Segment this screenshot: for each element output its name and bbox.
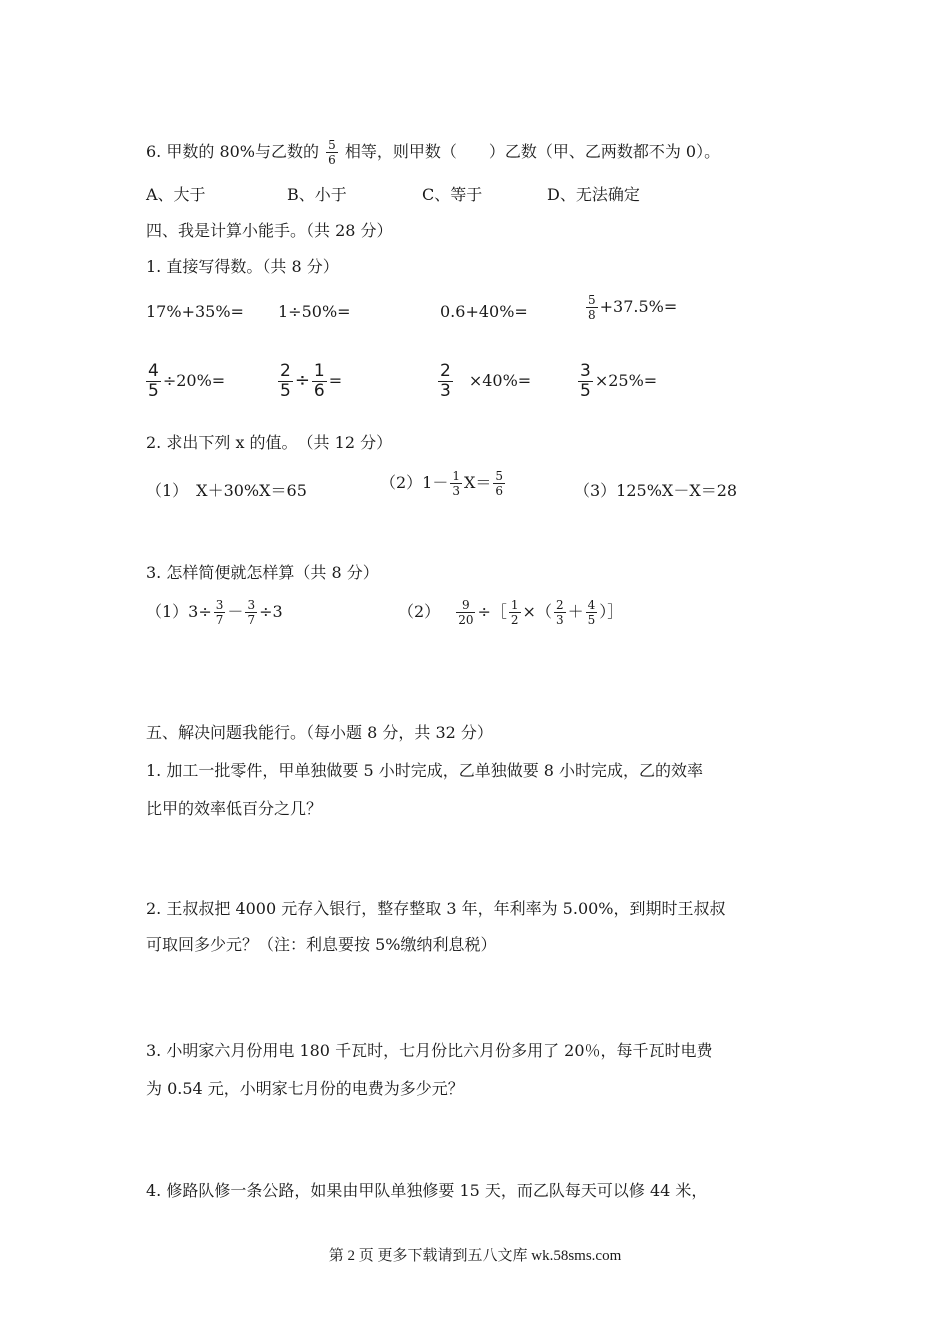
fraction: $\frac{1}{2}$ [510, 598, 519, 627]
q6-option-b: B、小于 [287, 185, 347, 204]
calc-1a: 17%+35%= [146, 302, 244, 321]
q6-text-suffix: 相等，则甲数（ ）乙数（甲、乙两数都不为 0）。 [344, 142, 721, 161]
calc-1d: $\frac{5}{8}$ +37.5%= [588, 293, 678, 322]
part-2-title: 2. 求出下列 x 的值。 （共 12 分） [146, 433, 393, 452]
q6-text-prefix: 6. 甲数的 80%与乙数的 [146, 142, 320, 161]
fraction: $\frac{2}{3}$ [440, 361, 451, 401]
q6-option-c: C、等于 [422, 185, 483, 204]
page-footer: 第 2 页 更多下载请到五八文库 wk.58sms.com [328, 1248, 622, 1264]
calc-2b: $\frac{2}{5}$ ÷ $\frac{1}{6}$ = [280, 361, 343, 401]
section-5-title: 五、解决问题我能行。（每小题 8 分，共 32 分） [146, 723, 493, 742]
problem-3-line-1: 3. 小明家六月份用电 180 千瓦时，七月份比六月份多用了 20％，每千瓦时电费 [146, 1041, 713, 1060]
fraction: $\frac{3}{7}$ [247, 598, 256, 627]
fraction: $\frac{2}{3}$ [555, 598, 564, 627]
problem-3-line-2: 为 0.54 元，小明家七月份的电费为多少元？ [146, 1079, 464, 1098]
fraction: $\frac{9}{20}$ [458, 598, 474, 627]
problem-1-line-2: 比甲的效率低百分之几？ [146, 799, 323, 818]
equation-2: （2）1－ $\frac{1}{3}$ X＝ $\frac{5}{6}$ [380, 469, 504, 498]
part-1-title: 1. 直接写得数。（共 8 分） [146, 257, 339, 276]
fraction: $\frac{5}{6}$ [328, 138, 336, 167]
problem-2-line-2: 可取回多少元？（注：利息要按 5%缴纳利息税） [146, 935, 497, 954]
problem-1-line-1: 1. 加工一批零件，甲单独做要 5 小时完成，乙单独做要 8 小时完成，乙的效率 [146, 761, 704, 780]
section-4-title: 四、我是计算小能手。（共 28 分） [146, 221, 393, 240]
fraction: $\frac{1}{3}$ [452, 469, 461, 498]
equation-3: （3）125%X－X＝28 [574, 481, 738, 500]
calc-2d: $\frac{3}{5}$ ×25%= [580, 361, 658, 401]
fraction: $\frac{3}{7}$ [215, 598, 224, 627]
fraction: $\frac{4}{5}$ [587, 598, 596, 627]
fraction: $\frac{5}{8}$ [588, 293, 596, 322]
calc-1b: 1÷50%= [278, 302, 351, 321]
fraction: $\frac{5}{6}$ [495, 469, 504, 498]
simplify-2: （2） $\frac{9}{20}$ ÷［ $\frac{1}{2}$ ×（ $\frac{2}{3}$ ＋ $\frac{4}{5}$ ）］ [398, 598, 624, 627]
problem-2-line-1: 2. 王叔叔把 4000 元存入银行，整存整取 3 年，年利率为 5.00%，到期时王叔叔 [146, 899, 726, 918]
fraction: $\frac{3}{5}$ [580, 361, 591, 401]
question-6 [146, 138, 720, 167]
problem-4-line-1: 4. 修路队修一条公路，如果由甲队单独修要 15 天，而乙队每天可以修 44 米， [146, 1181, 708, 1200]
fraction: $\frac{2}{5}$ [280, 361, 291, 401]
calc-1c: 0.6+40%= [440, 302, 528, 321]
part-3-title: 3. 怎样简便就怎样算（共 8 分） [146, 563, 379, 582]
fraction: $\frac{1}{6}$ [313, 361, 325, 401]
equation-1: （1） X＋30%X＝65 [146, 481, 307, 500]
q6-option-d: D、无法确定 [547, 185, 640, 204]
calc-2a: $\frac{4}{5}$ ÷20%= [148, 361, 226, 401]
fraction: $\frac{4}{5}$ [148, 361, 159, 401]
calc-2c: $\frac{2}{3}$ ×40%= [440, 361, 532, 401]
simplify-1: （1）3÷ $\frac{3}{7}$ － $\frac{3}{7}$ ÷3 [146, 598, 283, 627]
q6-option-a: A、大于 [146, 185, 206, 204]
